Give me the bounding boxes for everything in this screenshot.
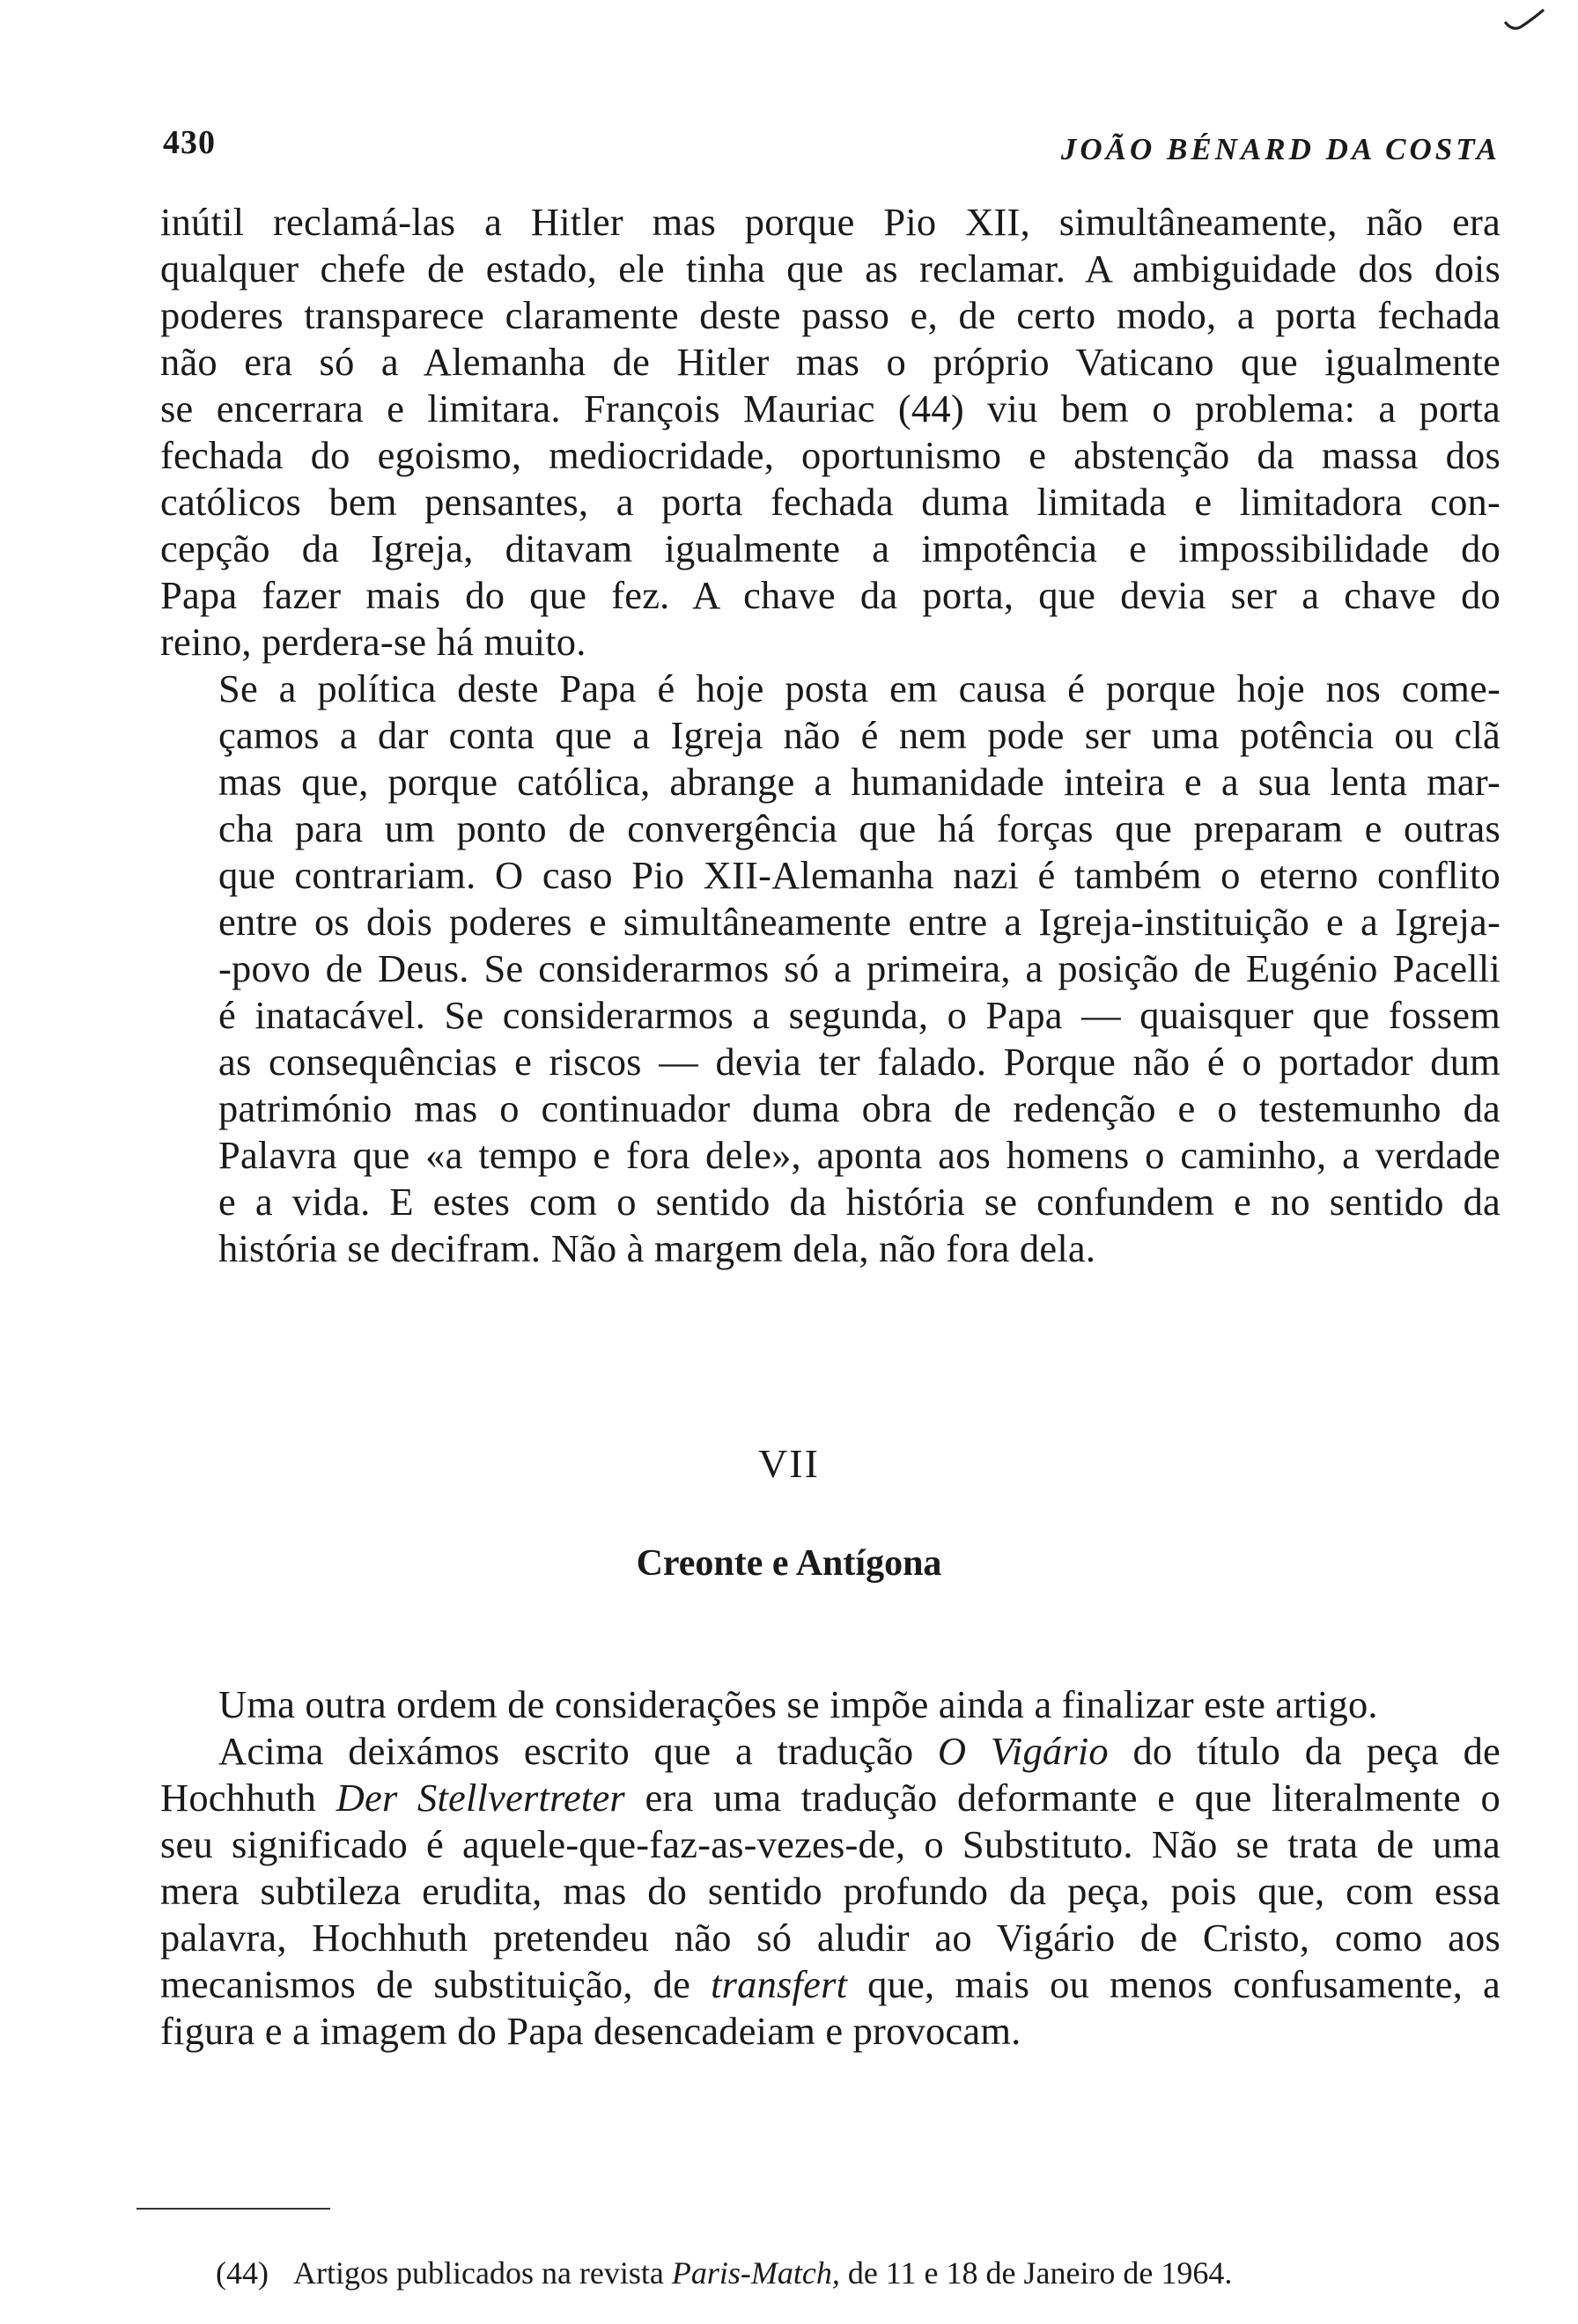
pencil-tick-mark [1502, 5, 1546, 35]
body-text-bottom [160, 1681, 1501, 2055]
footnote-number: (44) [216, 2255, 269, 2291]
term-italic: transfert [711, 1962, 848, 2006]
text-line: mas que, porque católica, abrange a humanidade inteira e a sua lenta mar- [218, 760, 1501, 804]
text-run: Hochhuth [160, 1776, 336, 1820]
text-line: qualquer chefe de estado, ele tinha que as reclamar. A ambiguidade dos dois [160, 246, 1501, 290]
text-line [160, 1728, 1501, 1775]
footnote-divider [136, 2208, 330, 2210]
text-line: não era só a Alemanha de Hitler mas o próprio Vaticano que igualmente [160, 340, 1501, 384]
text-run: mecanismos de substituição, de [160, 1962, 712, 2006]
footnote-44 [216, 2254, 1449, 2292]
text-line [160, 1775, 1501, 1821]
page-number: 430 [163, 124, 216, 161]
text-line: património mas o continuador duma obra de redenção e o testemunho da [218, 1086, 1501, 1130]
footnote-text: de 11 e 18 de Janeiro de 1964. [839, 2255, 1233, 2291]
text-line: que contrariam. O caso Pio XII-Alemanha nazi é também o eterno conflito [218, 853, 1501, 897]
text-line [160, 1961, 1501, 2008]
text-line: Papa fazer mais do que fez. A chave da porta, que devia ser a chave do [160, 573, 1501, 617]
text-line: as consequências e riscos — devia ter falado. Porque não é o portador dum [218, 1040, 1501, 1084]
paragraph-continuation [160, 199, 1501, 666]
text-line: çamos a dar conta que a Igreja não é nem pode ser uma potência ou clã [218, 713, 1501, 757]
text-line: Palavra que «a tempo e fora dele», aponta aos homens o caminho, a verdade [218, 1133, 1501, 1177]
text-run: era uma tradução deformante e que literalmente o [624, 1776, 1501, 1820]
text-line: Uma outra ordem de considerações se impõe ainda a finalizar este artigo. [218, 1682, 1378, 1726]
magazine-title-italic: Paris-Match, [671, 2255, 840, 2291]
paragraph-outra-ordem [160, 1681, 1501, 1728]
section-title: Creonte e Antígona [636, 1543, 942, 1584]
text-line: inútil reclamá-las a Hitler mas porque Pio XII, simultâneamente, não era [160, 200, 1501, 244]
text-line: é inatacável. Se considerarmos a segunda, o Papa — quaisquer que fossem [218, 993, 1501, 1037]
footnote-text: Artigos publicados na revista [292, 2255, 672, 2291]
text-run: Acima deixámos escrito que a tradução [218, 1729, 938, 1773]
paragraph-politica [160, 666, 1501, 1272]
body-text-top [160, 199, 1501, 1272]
text-run: que, mais ou menos confusamente, a [847, 1962, 1501, 2006]
text-line: fechada do egoismo, mediocridade, oportunismo e abstenção da massa dos [160, 433, 1501, 477]
text-line: seu significado é aquele-que-faz-as-vezes-de, o Substituto. Não se trata de uma [160, 1822, 1501, 1866]
text-line: católicos bem pensantes, a porta fechada duma limitada e limitadora con- [160, 480, 1501, 524]
text-line: cha para um ponto de convergência que há forças que preparam e outras [218, 806, 1501, 850]
text-line: entre os dois poderes e simultâneamente entre a Igreja-instituição e a Igreja- [218, 900, 1501, 944]
text-line: e a vida. E estes com o sentido da história se confundem e no sentido da [218, 1180, 1501, 1224]
text-line: palavra, Hochhuth pretendeu não só aludir ao Vigário de Cristo, como aos [160, 1916, 1501, 1960]
text-line: mera subtileza erudita, mas do sentido profundo da peça, pois que, com essa [160, 1869, 1501, 1913]
text-line: Se a política deste Papa é hoje posta em causa é porque hoje nos come- [218, 666, 1501, 710]
text-line: figura e a imagem do Papa desencadeiam e provocam. [160, 2009, 1021, 2053]
text-line: se encerrara e limitara. François Mauriac (44) viu bem o problema: a porta [160, 386, 1501, 430]
text-line: -povo de Deus. Se considerarmos só a primeira, a posição de Eugénio Pacelli [218, 946, 1501, 990]
play-title-italic: Der Stellvertreter [336, 1776, 625, 1820]
text-line: história se decifram. Não à margem dela, não fora dela. [218, 1226, 1096, 1270]
play-title-italic: O Vigário [937, 1729, 1109, 1773]
section-number: VII [758, 1441, 820, 1486]
text-line: poderes transparece claramente deste passo e, de certo modo, a porta fechada [160, 293, 1501, 337]
text-line: cepção da Igreja, ditavam igualmente a impotência e impossibilidade do [160, 526, 1501, 570]
text-run: do título da peça de [1108, 1729, 1501, 1773]
running-head-author: JOÃO BÉNARD DA COSTA [1060, 132, 1501, 166]
paragraph-vigario [160, 1728, 1501, 2055]
running-head [163, 123, 1501, 176]
text-line: reino, perdera-se há muito. [160, 620, 586, 664]
